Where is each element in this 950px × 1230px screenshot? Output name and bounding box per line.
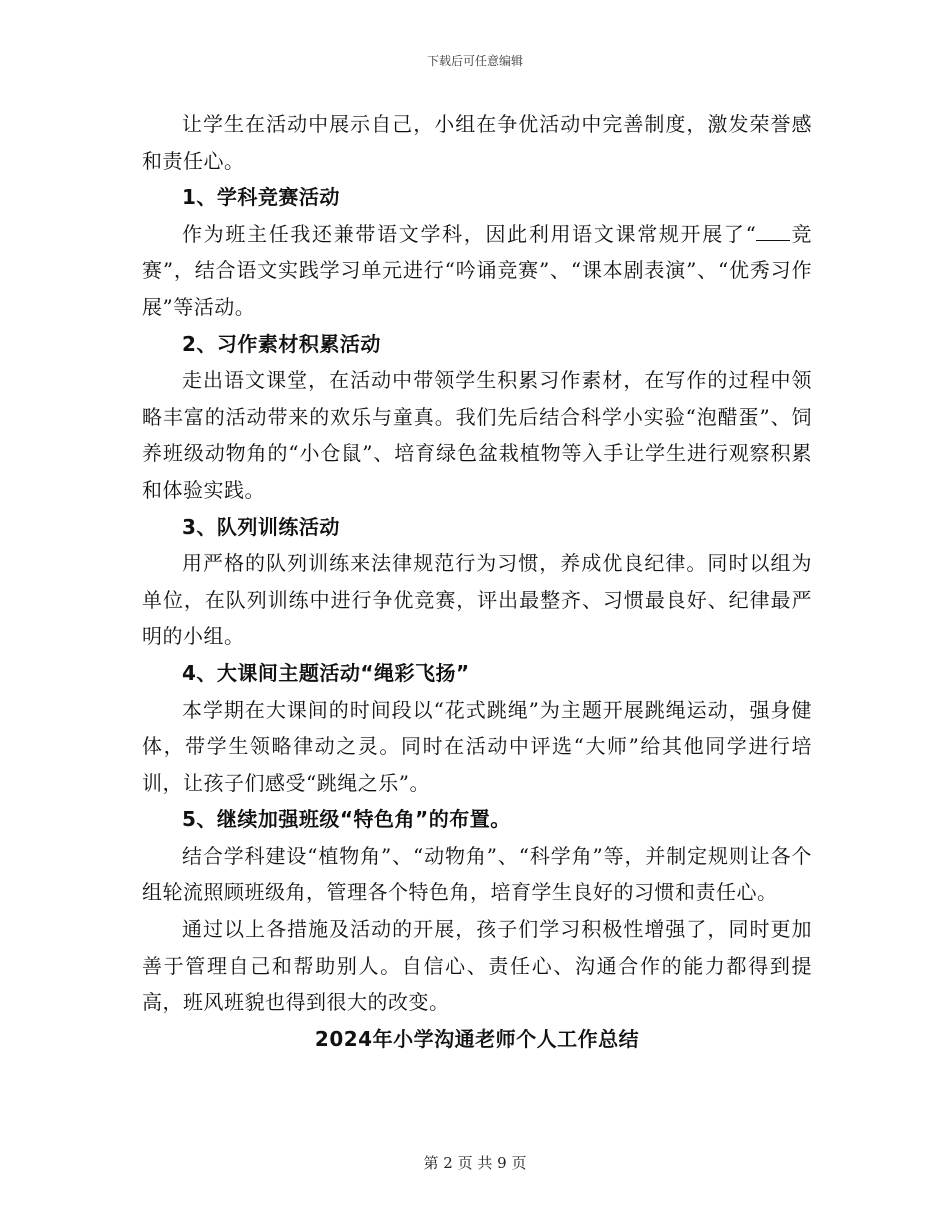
section-1-paragraph bbox=[142, 216, 812, 326]
section-1-heading: 1、学科竞赛活动 bbox=[182, 185, 340, 210]
section-1-text-after-blank: 竞赛”，结合语文实践学习单元进行“吟诵竞赛”、“课本剧表演”、“优秀习作展”等活动。 bbox=[142, 221, 813, 319]
section-3-heading: 3、队列训练活动 bbox=[182, 514, 340, 539]
section-2-heading: 2、习作素材积累活动 bbox=[182, 331, 381, 356]
fill-in-blank bbox=[756, 222, 790, 241]
document-body bbox=[142, 106, 812, 1057]
next-document-title: 2024年小学沟通老师个人工作总结 bbox=[314, 1026, 640, 1051]
section-1-text-before-blank: 作为班主任我还兼带语文学科，因此利用语文课常规开展了“ bbox=[182, 221, 757, 246]
section-5-heading: 5、继续加强班级“特色角”的布置。 bbox=[182, 807, 511, 832]
section-4-heading: 4、大课间主题活动“绳彩飞扬” bbox=[182, 660, 470, 685]
page-header: 下载后可任意编辑 bbox=[426, 54, 523, 68]
intro-paragraph: 让学生在活动中展示自己，小组在争优活动中完善制度，激发荣誉感和责任心。 bbox=[142, 112, 812, 173]
section-4-paragraph: 本学期在大课间的时间段以“花式跳绳”为主题开展跳绳运动，强身健体，带学生领略律动之灵。同时在活动中评选“大师”给其他同学进行培训，让孩子们感受“跳绳之乐”。 bbox=[142, 697, 812, 795]
section-5-paragraph: 结合学科建设“植物角”、“动物角”、“科学角”等，并制定规则让各个组轮流照顾班级角，管理各个特色角，培育学生良好的习惯和责任心。 bbox=[142, 843, 812, 905]
page-number-footer: 第 2 页 共 9 页 bbox=[423, 1154, 527, 1172]
section-2-paragraph: 走出语文课堂，在活动中带领学生积累习作素材，在写作的过程中领略丰富的活动带来的欢乐与童真。我们先后结合科学小实验“泡醋蛋”、饲养班级动物角的“小仓鼠”、培育绿色盆栽植物等入手让学生进行观察积累和体验实践。 bbox=[142, 368, 812, 502]
conclusion-paragraph: 通过以上各措施及活动的开展，孩子们学习积极性增强了，同时更加善于管理自己和帮助别人。自信心、责任心、沟通合作的能力都得到提高，班风班貌也得到很大的改变。 bbox=[142, 917, 812, 1015]
section-3-paragraph: 用严格的队列训练来法律规范行为习惯，养成优良纪律。同时以组为单位，在队列训练中进行争优竞赛，评出最整齐、习惯最良好、纪律最严明的小组。 bbox=[142, 551, 812, 649]
